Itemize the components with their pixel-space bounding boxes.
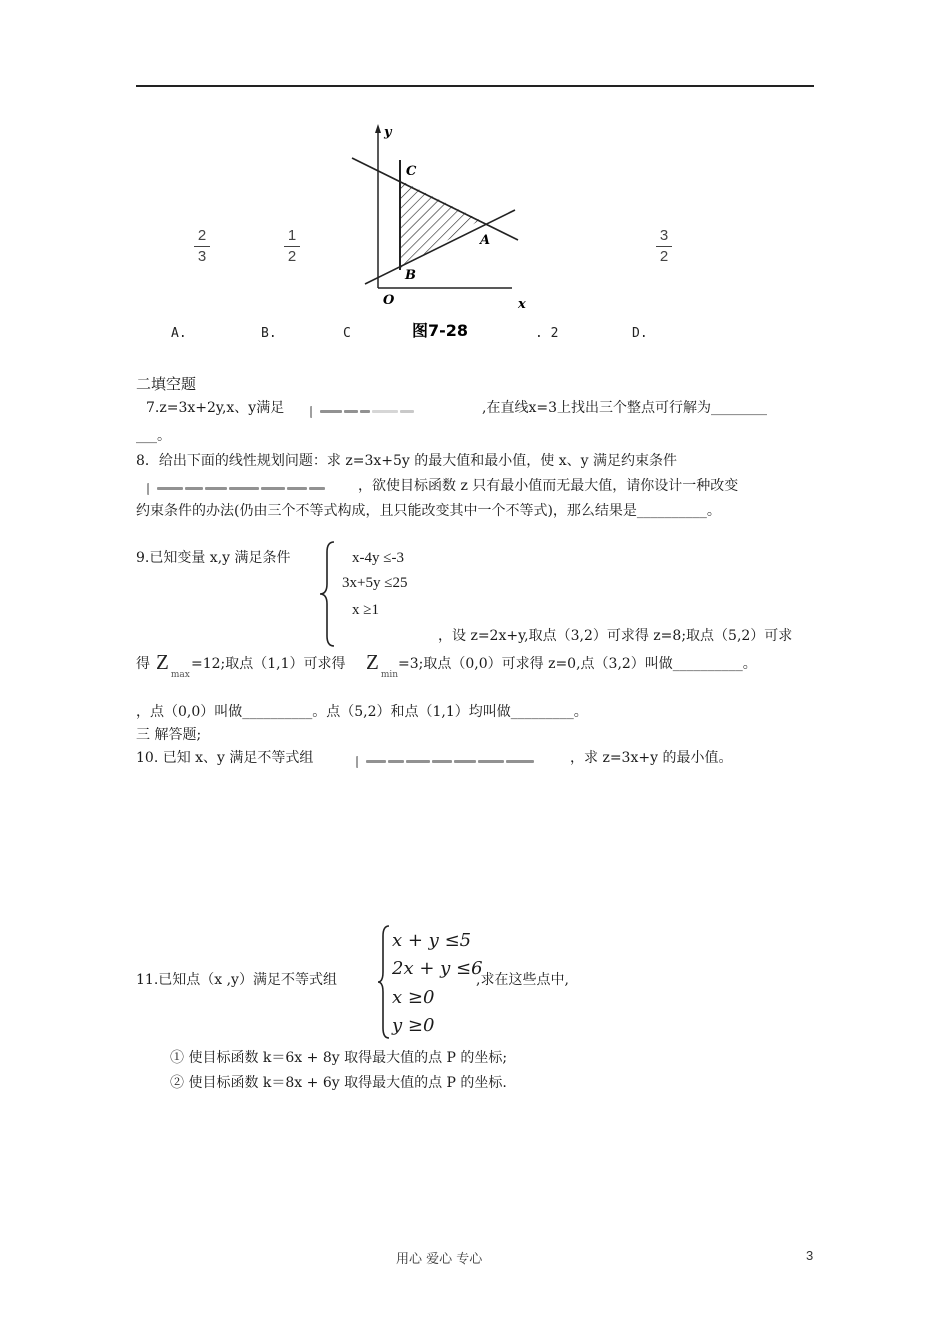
label-y: y: [384, 125, 392, 140]
q8-line3: 约束条件的办法(仍由三个不等式构成，且只能改变其中一个不等式)，那么结果是__________。: [136, 503, 721, 519]
z-min-subscript: min: [380, 670, 399, 680]
q11-part1: ① 使目标函数 k＝6x + 8y 取得最大值的点 P 的坐标;: [170, 1050, 508, 1066]
q9-line2-b: =12;取点（1,1）可求得: [191, 656, 346, 672]
z-max-symbol: $Z_{max}$: [156, 650, 190, 680]
header-rule: [136, 85, 814, 87]
q10-text-before: 10. 已知 x、y 满足不等式组: [136, 750, 314, 766]
shaded-region: [400, 180, 480, 270]
q9-line3: ，点（0,0）叫做__________。点（5,2）和点（1,1）均叫做_________。: [136, 704, 588, 720]
q9-brace: [318, 540, 338, 648]
fraction-option-a: 2 3: [194, 228, 210, 265]
label-x: x: [518, 297, 526, 312]
label-a: A: [480, 233, 491, 248]
q9-line2-c: =3;取点（0,0）可求得 z=0,点（3,2）叫做__________。: [398, 656, 757, 672]
option-label-c: C: [343, 326, 351, 341]
q9-condition-1: x-4y ≤-3: [352, 550, 404, 566]
fraction-option-b: 1 2: [284, 228, 300, 265]
section-title-answer: 三 解答题;: [136, 727, 202, 743]
label-o: O: [383, 293, 395, 308]
q10-text-after: ，求 z=3x+y 的最小值。: [570, 750, 733, 766]
option-label-a: A.: [171, 326, 187, 341]
q7-constraint-image: [309, 401, 477, 415]
q11-condition-2: 2x + y ≤6: [392, 958, 483, 979]
q11-condition-4: y ≥0: [392, 1015, 435, 1036]
q10-constraint-image: [355, 751, 567, 765]
q11-condition-3: x ≥0: [392, 987, 435, 1008]
option-label-b: B.: [261, 326, 277, 341]
z-max-subscript: max: [170, 670, 190, 680]
option-value-c: . 2: [535, 326, 559, 341]
footer-motto: 用心 爱心 专心: [396, 1252, 483, 1267]
q11-condition-1: x + y ≤5: [392, 930, 472, 951]
page-number: 3: [806, 1248, 814, 1263]
q8-line2: ，欲使目标函数 z 只有最小值而无最大值，请你设计一种改变: [358, 478, 739, 494]
section-title-fill-in: 二填空题: [136, 375, 197, 393]
fraction-option-d: 3 2: [656, 228, 672, 265]
q11-intro: 11.已知点（x ,y）满足不等式组: [136, 972, 337, 988]
q9-condition-2: 3x+5y ≤25: [342, 575, 408, 591]
q8-constraint-image: [146, 478, 356, 492]
q9-condition-3: x ≥1: [352, 602, 379, 618]
q9-line2-a: 得: [136, 656, 150, 672]
label-b: B: [405, 268, 416, 283]
figure-caption: 图7-28: [412, 321, 469, 340]
y-axis-arrow: [375, 124, 381, 133]
q7-text-after: ,在直线x=3上找出三个整点可行解为________: [482, 400, 767, 416]
q9-intro: 9.已知变量 x,y 满足条件: [136, 550, 291, 566]
label-c: C: [406, 164, 417, 179]
q7-text-line2: ___。: [136, 428, 171, 444]
q11-part2: ② 使目标函数 k＝8x + 6y 取得最大值的点 P 的坐标.: [170, 1075, 507, 1091]
q11-after: ,求在这些点中,: [476, 972, 569, 988]
q11-brace: [376, 924, 392, 1040]
z-min-symbol: $Z_{min}$: [366, 650, 399, 680]
q7-text-before: 7.z=3x+2y,x、y满足: [146, 400, 285, 416]
feasible-region-figure: [340, 120, 540, 350]
q8-line1: 8．给出下面的线性规划问题：求 z=3x+5y 的最大值和最小值，使 x、y 满足约束条件: [136, 453, 677, 469]
q9-line-after: ，设 z=2x+y,取点（3,2）可求得 z=8;取点（5,2）可求: [438, 628, 793, 644]
option-label-d: D.: [632, 326, 648, 341]
